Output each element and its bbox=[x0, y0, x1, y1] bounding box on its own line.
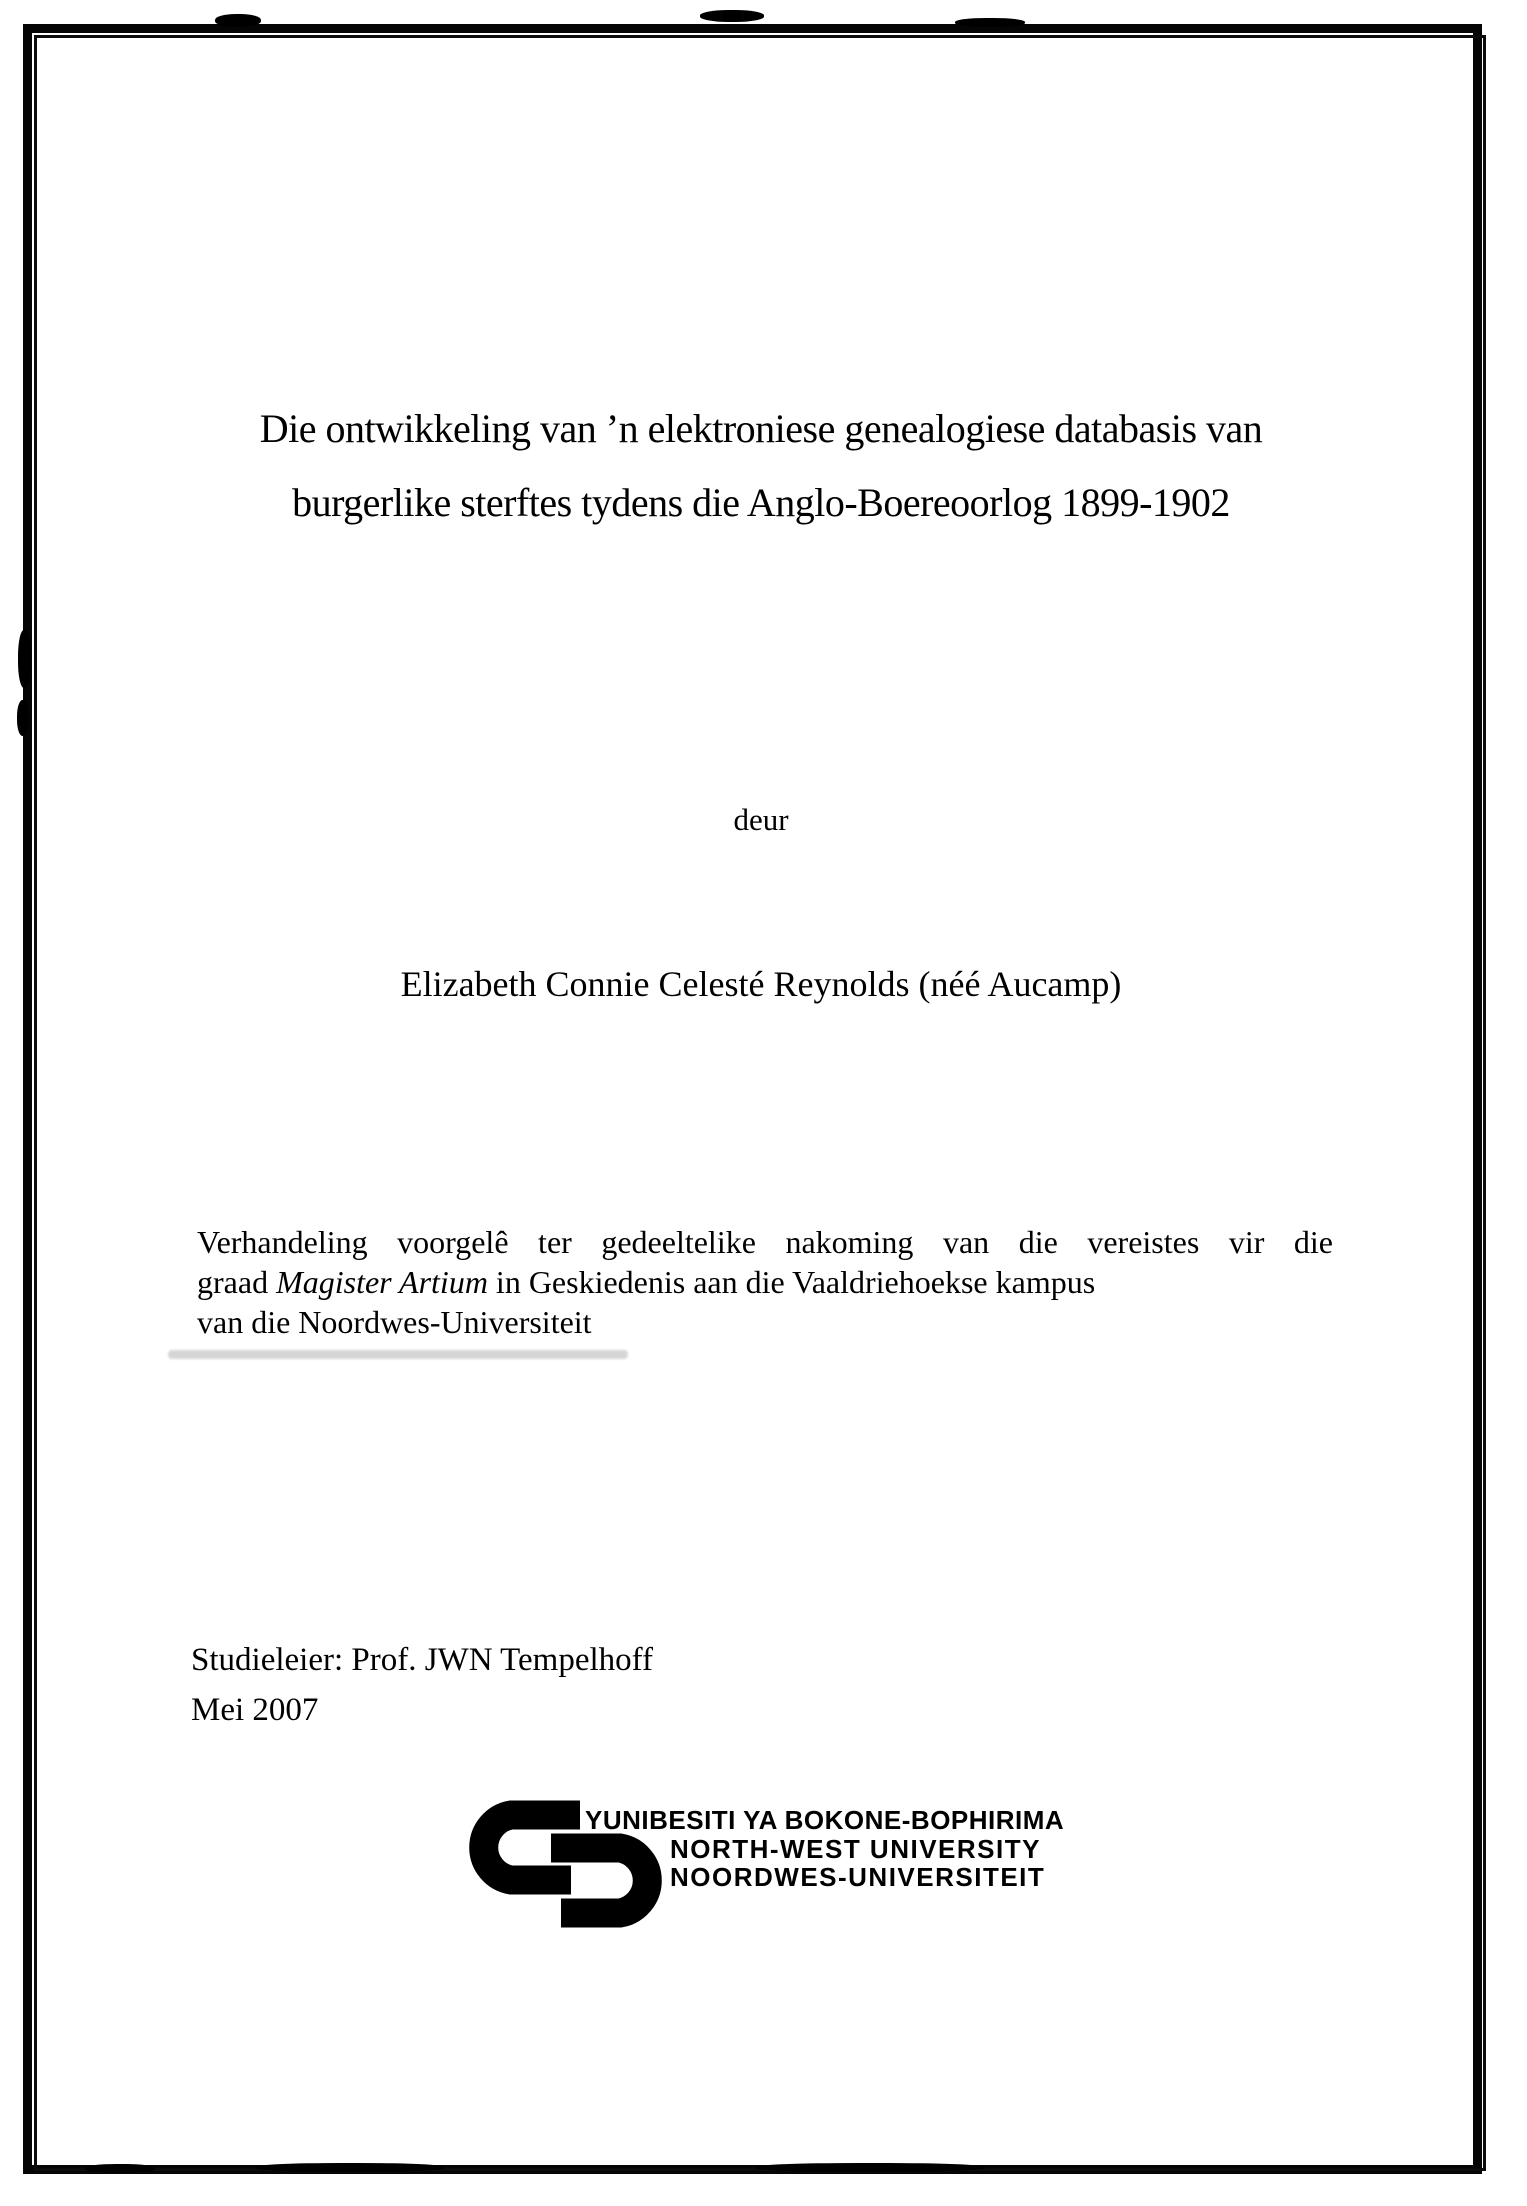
scan-artifact bbox=[955, 18, 1025, 27]
scan-artifact bbox=[85, 2164, 155, 2173]
byline: deur bbox=[733, 802, 789, 837]
scan-artifact bbox=[255, 2163, 445, 2172]
statement-line-2-prefix: graad bbox=[197, 1264, 277, 1300]
logo-text-english: NORTH-WEST UNIVERSITY bbox=[670, 1833, 1041, 1864]
scan-artifact bbox=[755, 2163, 985, 2172]
thesis-title-line-2: burgerlike sterftes tydens die Anglo-Boereoorlog 1899-1902 bbox=[292, 480, 1230, 525]
scan-artifact bbox=[17, 700, 29, 736]
logo-text-afrikaans: NOORDWES-UNIVERSITEIT bbox=[670, 1862, 1046, 1892]
thesis-statement bbox=[197, 1222, 1333, 1342]
date-line: Mei 2007 bbox=[191, 1692, 319, 1728]
supervisor-line: Studieleier: Prof. JWN Tempelhoff bbox=[191, 1642, 654, 1678]
logo-text-setswana: YUNIBESITI YA BOKONE-BOPHIRIMA bbox=[585, 1805, 1065, 1835]
statement-line-3: van die Noordwes-Universiteit bbox=[197, 1304, 592, 1340]
thesis-title-line-1: Die ontwikkeling van ’n elektroniese genealogiese databasis van bbox=[259, 406, 1263, 451]
supervisor-block bbox=[191, 1635, 653, 1735]
degree-name-italic: Magister Artium bbox=[276, 1264, 488, 1300]
statement-line-1: Verhandeling voorgelê ter gedeeltelike nakoming van die vereistes vir die bbox=[197, 1224, 1333, 1260]
statement-line-2 bbox=[197, 1262, 1333, 1302]
thesis-title bbox=[40, 392, 1482, 540]
scan-artifact bbox=[215, 14, 261, 27]
scan-artifact bbox=[700, 10, 764, 22]
university-logo-text bbox=[585, 1806, 1064, 1892]
university-logo bbox=[463, 1800, 1063, 1930]
scan-artifact bbox=[18, 630, 31, 688]
bleed-through-smudge bbox=[168, 1350, 628, 1359]
statement-line-2-suffix: in Geskiedenis aan die Vaaldriehoekse kampus bbox=[487, 1264, 1096, 1300]
author-name: Elizabeth Connie Celesté Reynolds (néé Aucamp) bbox=[400, 964, 1122, 1004]
